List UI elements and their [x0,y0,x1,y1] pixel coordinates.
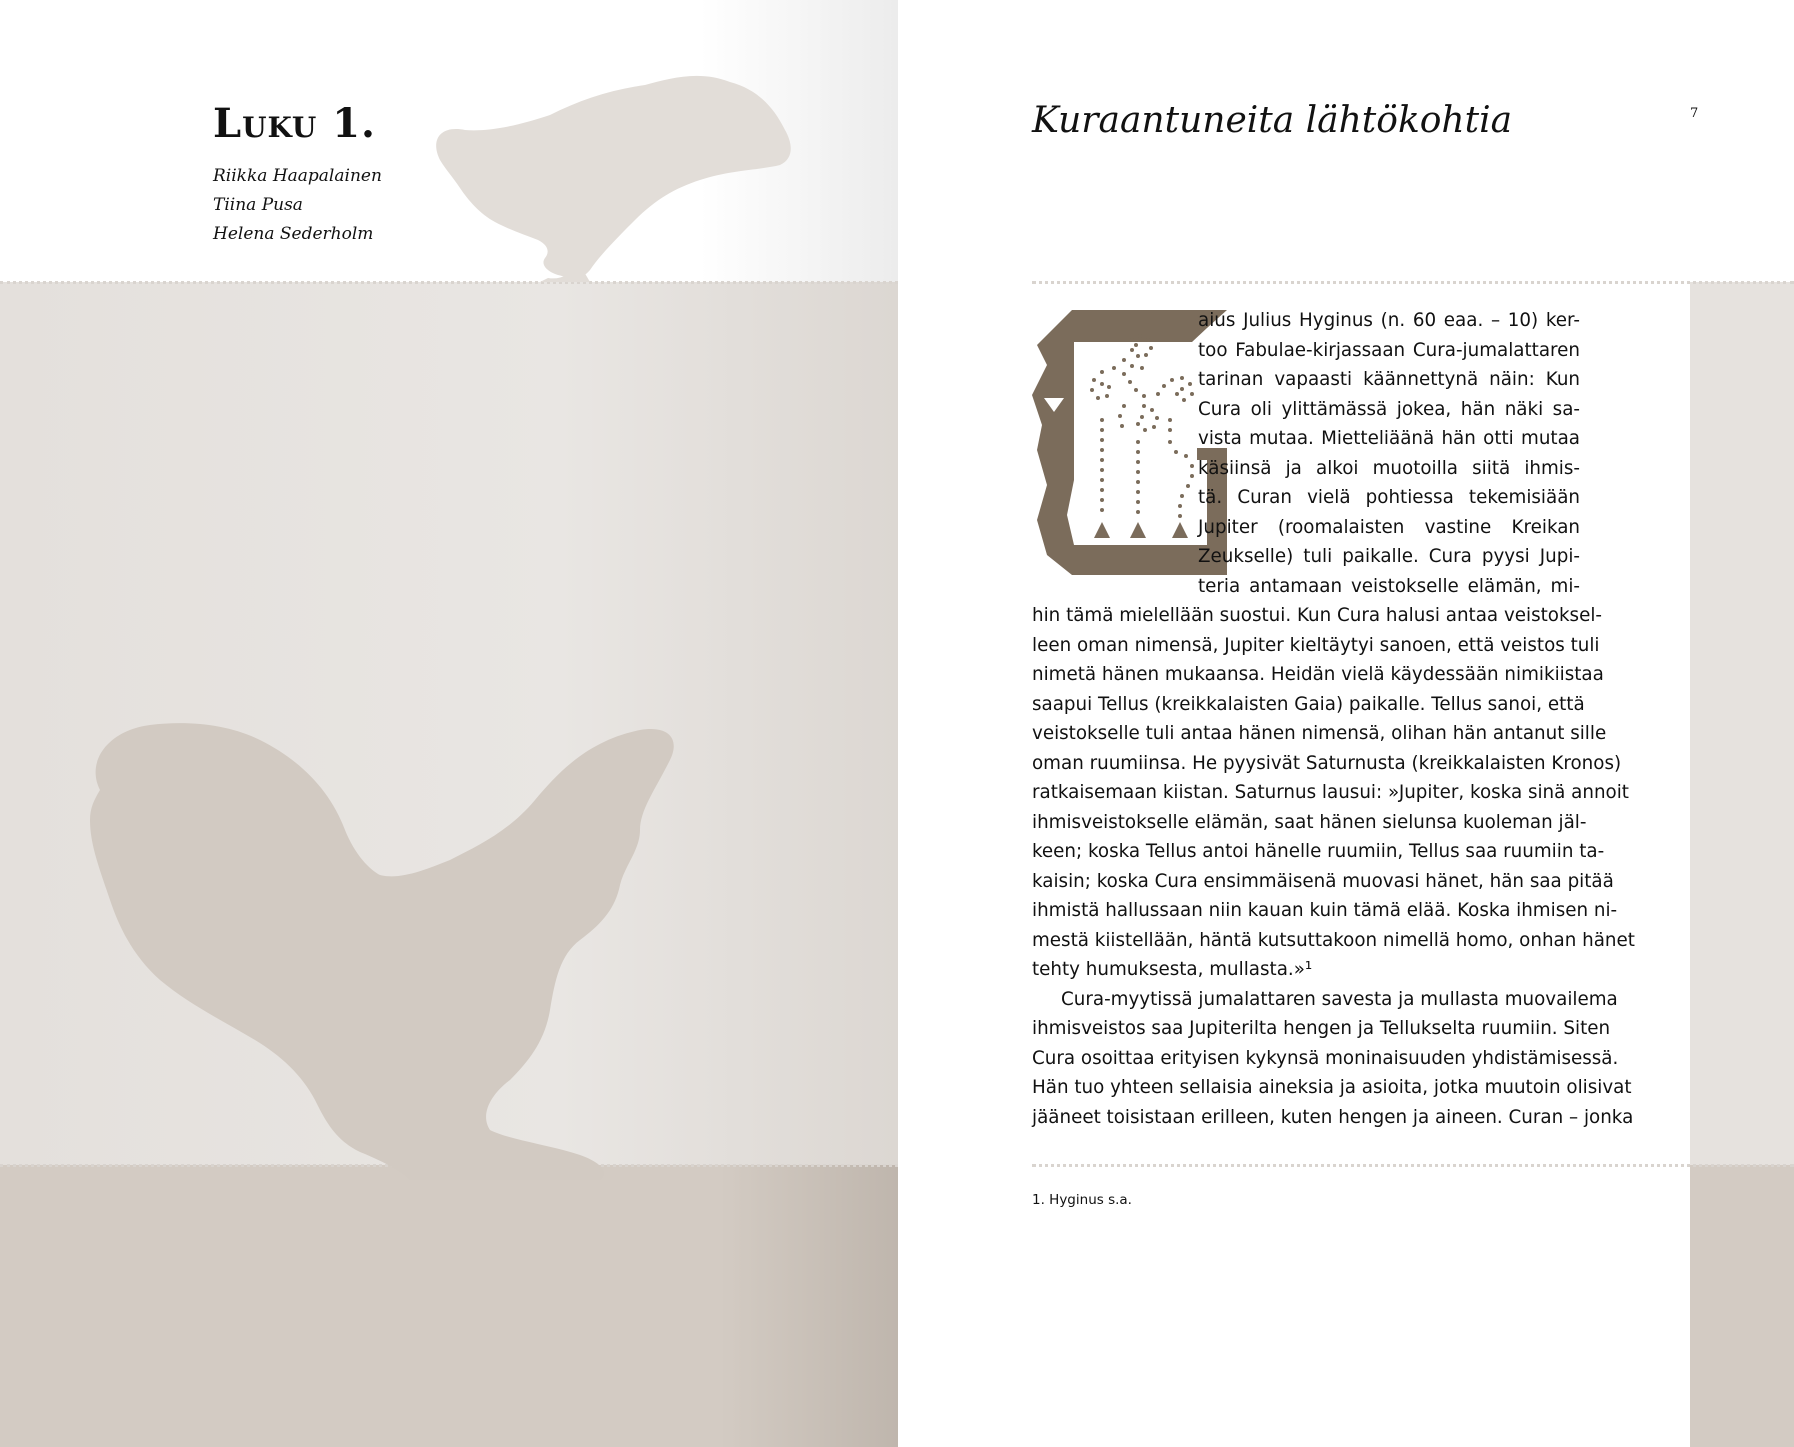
body-line: keen; koska Tellus antoi hänelle ruumiin, Tellus saa ruumiin ta- [1032,841,1605,862]
footnote: 1. Hyginus s.a. [1032,1192,1132,1208]
left-page-bottom-band [0,1165,898,1447]
body-line: tarinan vapaasti käännettynä näin: Kun [1198,369,1580,390]
body-line: ihmistä hallussaan niin kauan kuin tämä elää. Koska ihmisen ni- [1032,900,1618,921]
section-title: Kuraantuneita lähtökohtia [1032,100,1513,141]
body-line: jääneet toisistaan erilleen, kuten hengen ja aineen. Curan – jonka [1032,1106,1634,1128]
body-line: ihmisveistokselle elämän, saat hänen sielunsa kuoleman jäl- [1032,811,1587,833]
body-line: Cura-myytissä jumalattaren savesta ja mullasta muovailema [1061,988,1618,1010]
body-line: oman ruumiinsa. He pyysivät Saturnusta (kreikkalaisten Kronos) [1032,752,1622,774]
right-margin-band-middle [1690,282,1794,1165]
body-line: saapui Tellus (kreikkalaisten Gaia) paikalle. Tellus sanoi, että [1032,693,1585,715]
author-list [213,162,382,249]
body-line: nimetä hänen mukaansa. Heidän vielä käydessään nimikiistaa [1032,664,1604,685]
text-top-dotted-divider [1032,281,1794,284]
body-line: leen oman nimensä, Jupiter kieltäytyi sanoen, että veistos tuli [1032,634,1600,656]
author-name: Helena Sederholm [213,224,374,244]
body-line: mestä kiistellään, häntä kutsuttakoon nimellä homo, onhan hänet [1032,929,1635,951]
body-line: Cura osoittaa erityisen kykynsä moninaisuuden yhdistämisessä. [1032,1047,1619,1069]
body-line: ihmisveistos saa Jupiterilta hengen ja Tellukselta ruumiin. Siten [1032,1018,1611,1039]
body-line: aius Julius Hyginus (n. 60 eaa. – 10) ker- [1198,310,1580,331]
body-text [1032,306,1635,1132]
capercaillie-silhouette-small [430,70,810,285]
body-line: ratkaisemaan kiistan. Saturnus lausui: »Jupiter, koska sinä annoit [1032,782,1629,803]
body-line: Cura oli ylittämässä jokea, hän näki sa- [1198,398,1580,420]
body-line: vista mutaa. Mietteliäänä hän otti mutaa [1198,428,1580,449]
body-line: Hän tuo yhteen sellaisia aineksia ja asioita, jotka muutoin olisivat [1032,1077,1632,1098]
right-page [898,0,1794,1447]
body-line: käsiinsä ja alkoi muotoilla siitä ihmis- [1198,457,1580,479]
body-line: Zeukselle) tuli paikalle. Cura pyysi Jupi- [1198,546,1580,567]
body-line: tä. Curan vielä pohtiessa tekemisiään [1198,487,1580,508]
page-number: 7 [1690,106,1699,121]
body-line: teria antamaan veistokselle elämän, mi- [1198,575,1580,597]
body-line: too Fabulae-kirjassaan Cura-jumalattaren [1198,339,1580,361]
right-margin-band-bottom [1690,1165,1794,1447]
author-name: Tiina Pusa [213,195,303,215]
body-line: Jupiter (roomalaisten vastine Kreikan [1198,516,1580,538]
body-line: kaisin; koska Cura ensimmäisenä muovasi hänet, hän saa pitää [1032,870,1614,892]
text-bottom-dotted-divider [1032,1164,1794,1167]
capercaillie-silhouette-large [80,720,780,1180]
body-line: hin tämä mielellään suostui. Kun Cura halusi antaa veistoksel- [1032,605,1602,626]
body-line: tehty humuksesta, mullasta.»¹ [1032,959,1313,980]
body-line: veistokselle tuli antaa hänen nimensä, olihan hän antanut sille [1032,723,1607,744]
chapter-title: Luku 1. [213,100,376,147]
author-name: Riikka Haapalainen [213,166,382,186]
